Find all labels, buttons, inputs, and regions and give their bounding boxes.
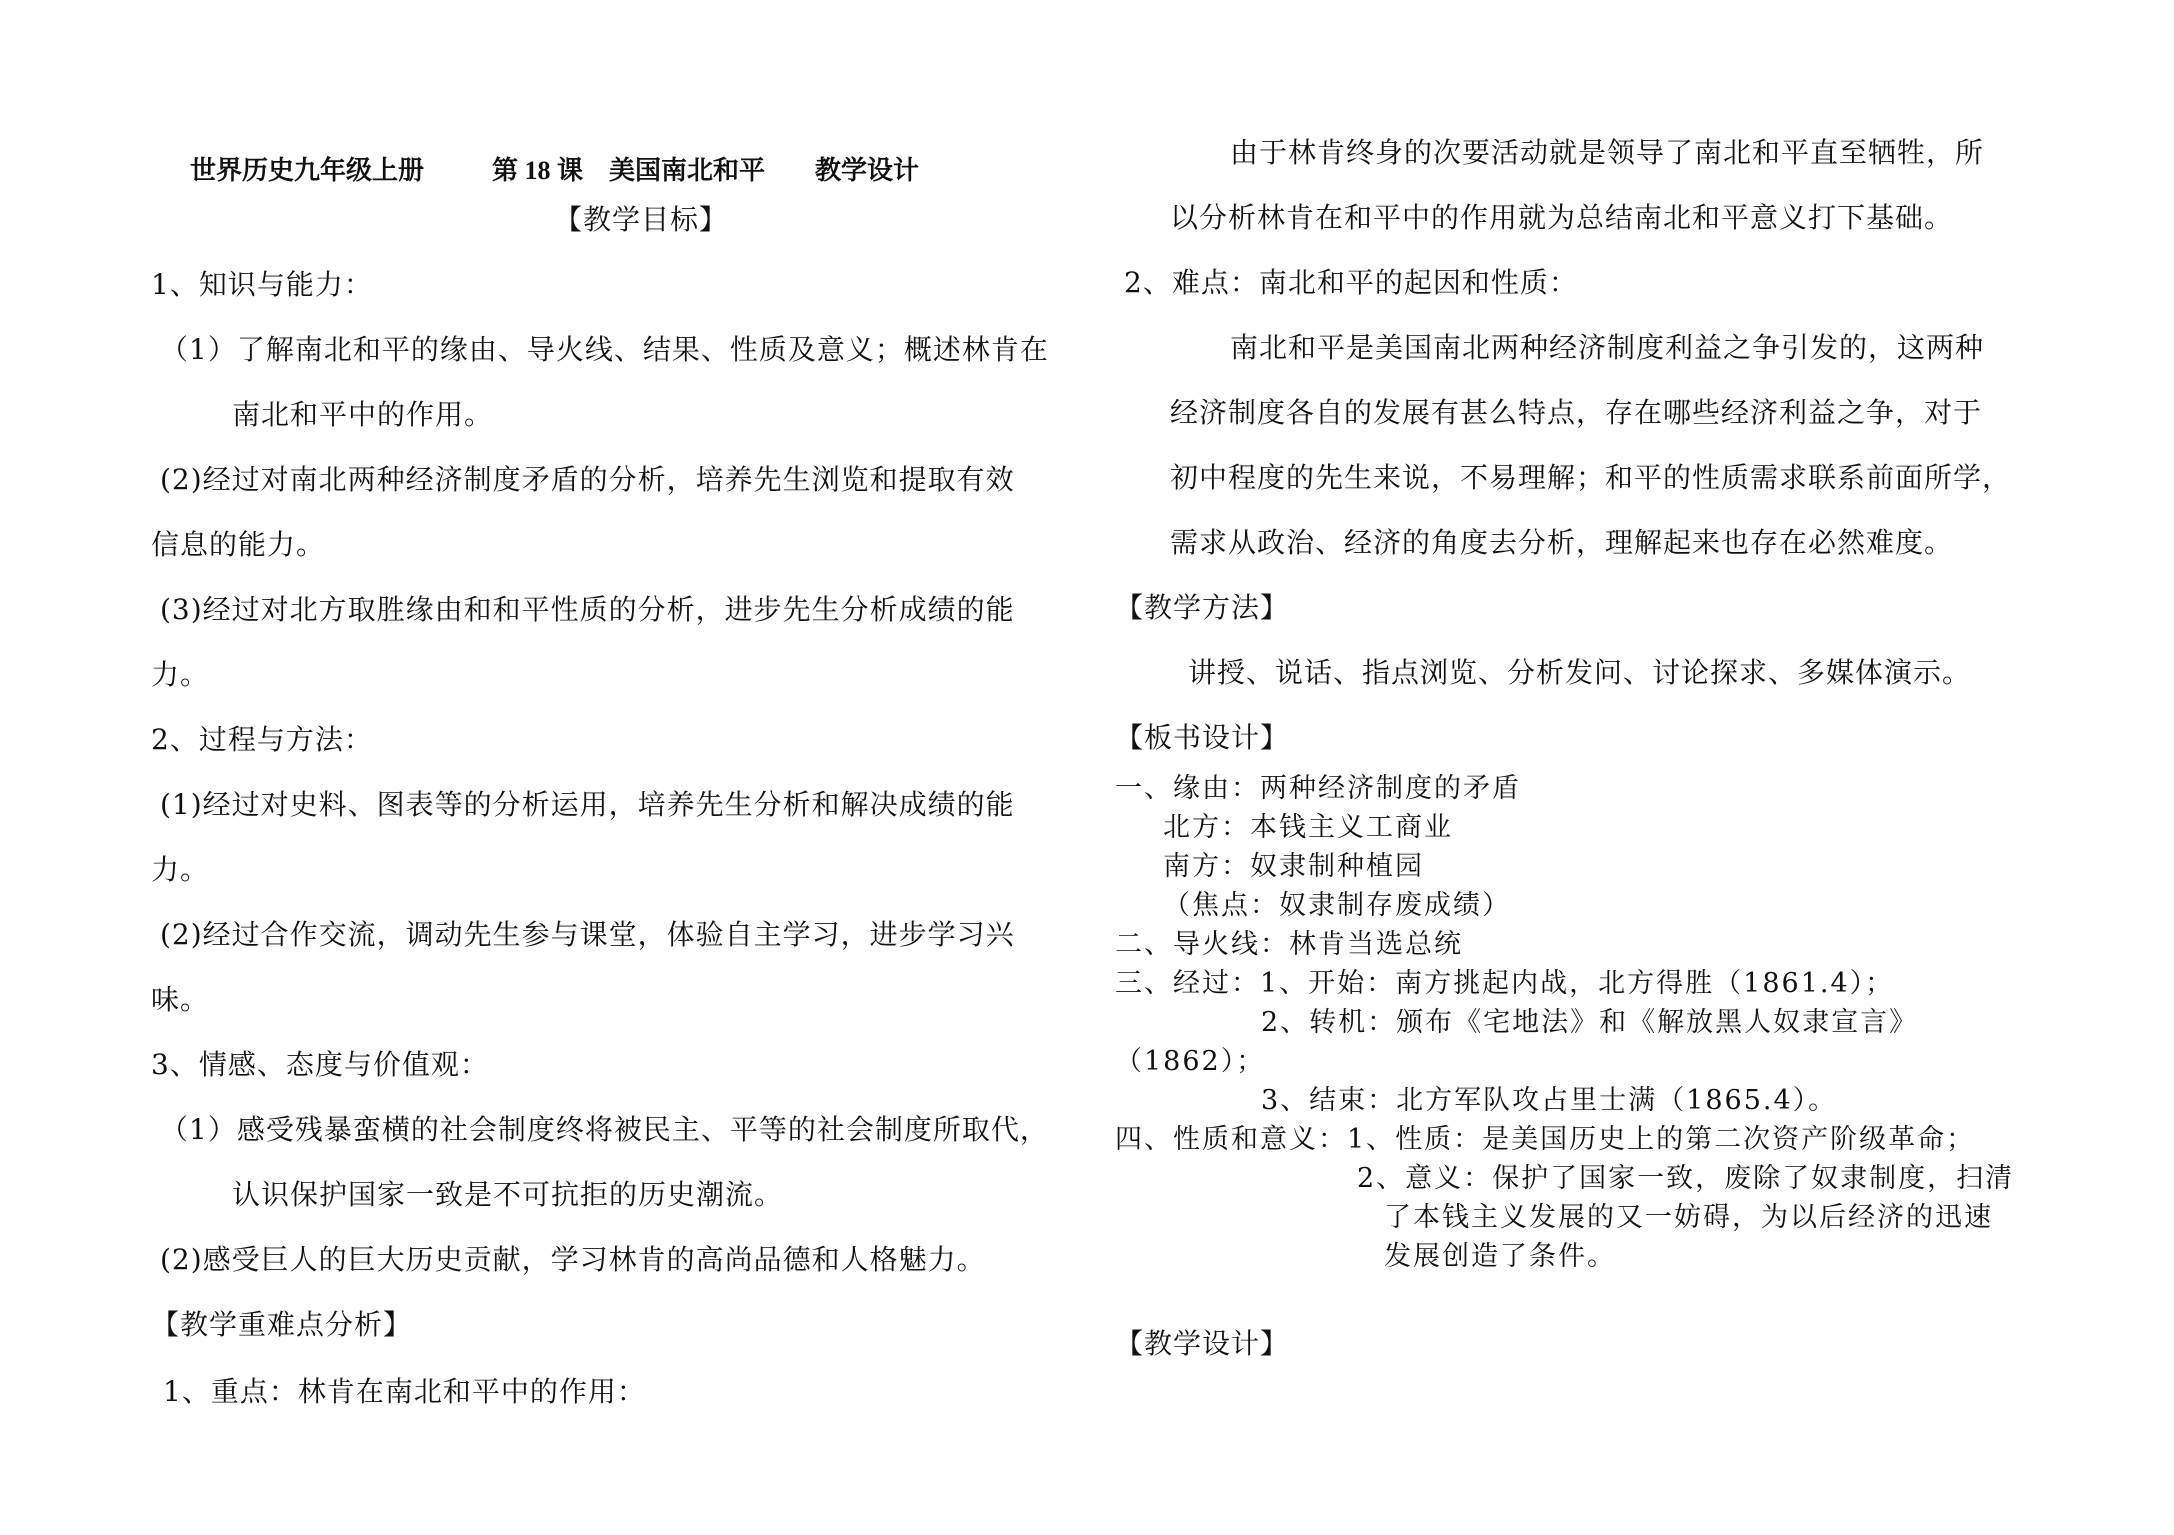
board-line: 一、缘由：两种经济制度的矛盾	[1115, 773, 1521, 804]
board-line: 发展创造了条件。	[1384, 1241, 1616, 1272]
board-heading: 【板书设计】	[1115, 721, 1290, 754]
design-title: 教学设计	[815, 156, 920, 185]
objective-line: （1）了解南北和平的缘由、导火线、结果、性质及意义；概述林肯在	[160, 333, 1049, 366]
values-title: 3、情感、态度与价值观：	[151, 1048, 489, 1081]
objective-line: (3)经过对北方取胜缘由和和平性质的分析，进步先生分析成绩的能	[160, 593, 1015, 626]
board-line: 3、结束：北方军队攻占里士满（1865.4）。	[1261, 1085, 1838, 1116]
board-line: 北方：本钱主义工商业	[1163, 812, 1453, 843]
objective-line: (1)经过对史料、图表等的分析运用，培养先生分析和解决成绩的能	[160, 788, 1015, 821]
objectives-heading: 【教学目标】	[554, 203, 729, 236]
board-line: （1862）；	[1115, 1046, 1266, 1077]
board-line: 四、性质和意义：1、性质：是美国历史上的第二次资产阶级革命；	[1115, 1124, 1976, 1155]
objective-line: 信息的能力。	[151, 528, 326, 561]
board-line: （焦点：奴隶制存废成绩）	[1163, 890, 1511, 921]
objective-line: 认识保护国家一致是不可抗拒的历史潮流。	[232, 1178, 784, 1211]
objective-line: (2)感受巨人的巨大历史贡献，学习林肯的高尚品德和人格魅力。	[160, 1243, 986, 1276]
method-heading: 【教学方法】	[1115, 591, 1290, 624]
key-point-text: 由于林肯终身的次要活动就是领导了南北和平直至牺牲，所	[1230, 136, 1985, 169]
board-line: 二、导火线：林肯当选总统	[1115, 929, 1463, 960]
objective-line: (2)经过合作交流，调动先生参与课堂，体验自主学习，进步学习兴	[160, 918, 1015, 951]
key-point-title: 1、重点：林肯在南北和平中的作用：	[163, 1375, 646, 1408]
board-line: 三、经过：1、开始：南方挑起内战，北方得胜（1861.4）；	[1115, 968, 1895, 999]
objective-line: 味。	[151, 983, 210, 1016]
board-line: 南方：奴隶制种植园	[1163, 851, 1424, 882]
difficult-title: 2、难点：南北和平的起因和性质：	[1124, 266, 1578, 299]
board-line: 2、转机：颁布《宅地法》和《解放黑人奴隶宣言》	[1261, 1007, 1919, 1038]
board-line: 了本钱主义发展的又一妨碍，为以后经济的迅速	[1384, 1202, 1993, 1233]
difficult-text: 南北和平是美国南北两种经济制度利益之争引发的，这两种	[1230, 331, 1985, 364]
analysis-heading: 【教学重难点分析】	[151, 1308, 413, 1341]
lesson-title: 第 18 课 美国南北和平	[492, 156, 766, 185]
course-title: 世界历史九年级上册	[190, 156, 425, 185]
objective-line: (2)经过对南北两种经济制度矛盾的分析，培养先生浏览和提取有效	[160, 463, 1015, 496]
objective-line: 力。	[151, 853, 210, 886]
difficult-text: 经济制度各自的发展有甚么特点，存在哪些经济利益之争，对于	[1170, 396, 1983, 429]
difficult-text: 初中程度的先生来说，不易理解；和平的性质需求联系前面所学，	[1170, 461, 2012, 494]
key-point-text: 以分析林肯在和平中的作用就为总结南北和平意义打下基础。	[1170, 201, 1954, 234]
objective-line: 南北和平中的作用。	[232, 398, 494, 431]
knowledge-title: 1、知识与能力：	[151, 268, 373, 301]
method-text: 讲授、说话、指点浏览、分析发问、讨论探求、多媒体演示。	[1188, 656, 1972, 689]
board-line: 2、意义：保护了国家一致，废除了奴隶制度，扫清	[1357, 1163, 2015, 1194]
design-heading: 【教学设计】	[1115, 1327, 1290, 1360]
process-title: 2、过程与方法：	[151, 723, 373, 756]
objective-line: 力。	[151, 658, 210, 691]
objective-line: （1）感受残暴蛮横的社会制度终将被民主、平等的社会制度所取代，	[160, 1113, 1049, 1146]
difficult-text: 需求从政治、经济的角度去分析，理解起来也存在必然难度。	[1170, 526, 1954, 559]
